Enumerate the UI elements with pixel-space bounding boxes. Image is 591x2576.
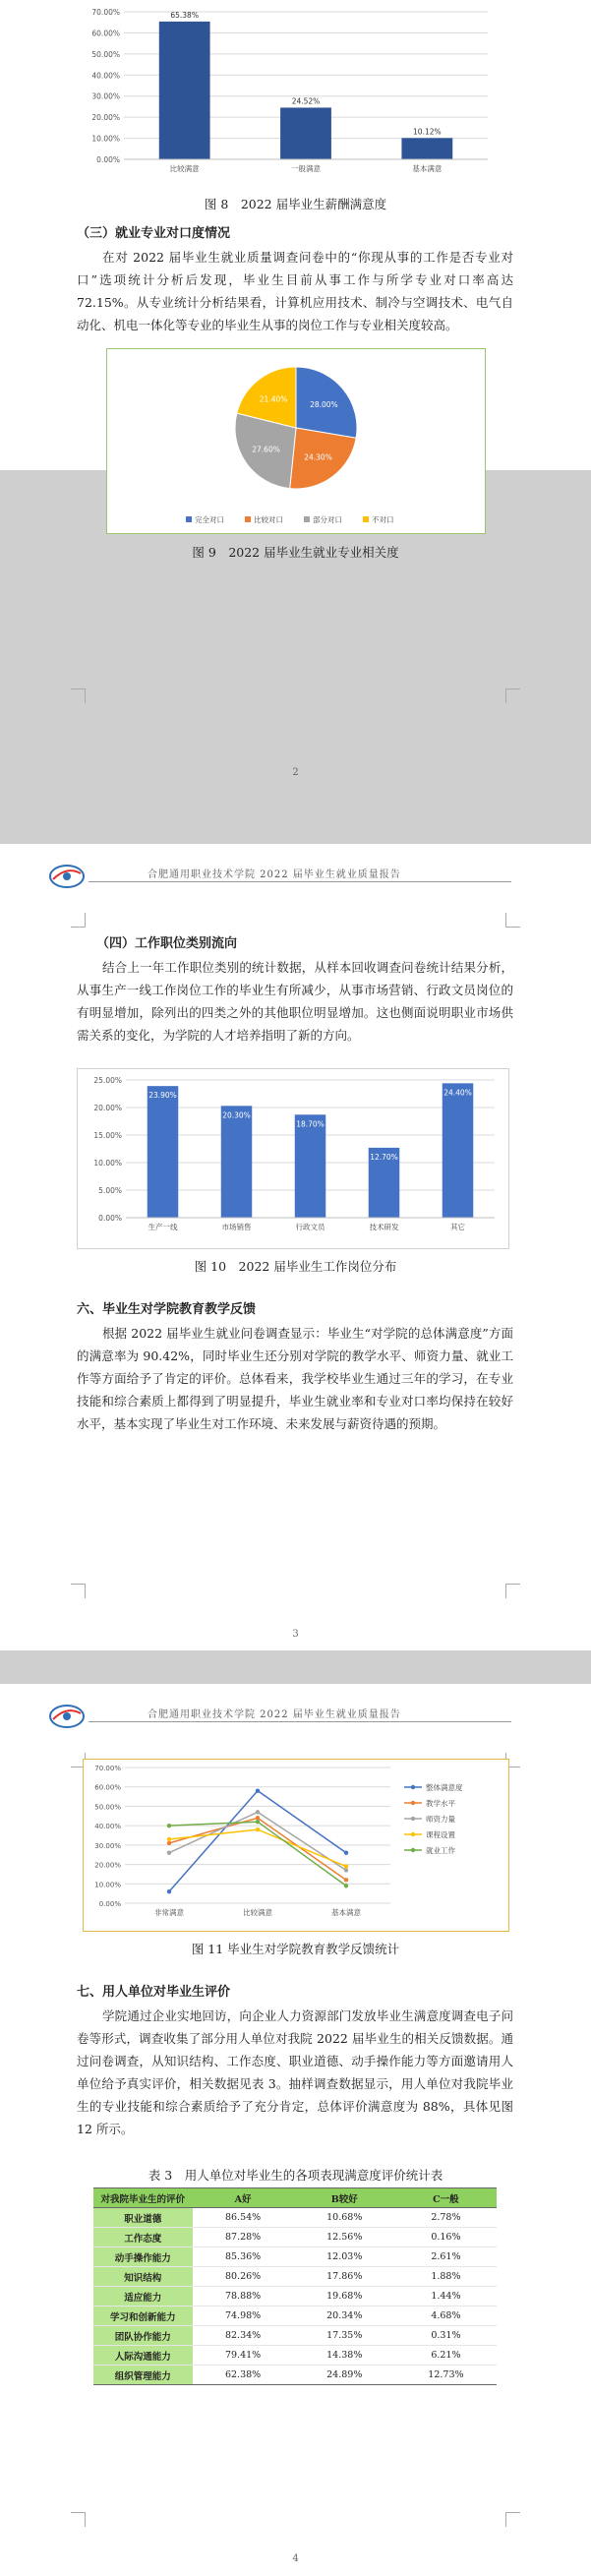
corner-mark [505, 913, 520, 928]
table3-caption: 表 3 用人单位对毕业生的各项表现满意度评价统计表 [148, 2168, 443, 2183]
data-label: 18.70% [296, 1119, 325, 1129]
y-tick-label: 0.00% [98, 1214, 122, 1223]
section-title: （四）工作职位类别流向 [96, 936, 238, 951]
fig9-svg [107, 349, 485, 533]
data-point [256, 1820, 260, 1824]
legend-marker [411, 1832, 415, 1836]
legend-label: 教学水平 [426, 1799, 455, 1808]
corner-mark [71, 1584, 86, 1598]
table-row [93, 2228, 497, 2247]
table-cell: 20.34% [294, 2306, 395, 2326]
header-text: 合肥通用职业技术学院 2022 届毕业生就业质量报告 [148, 1709, 401, 1720]
table-cell: 62.38% [193, 2366, 294, 2385]
data-label: 24.52% [291, 96, 321, 106]
data-label: 20.30% [222, 1110, 251, 1120]
table-header-cell: B较好 [294, 2188, 395, 2208]
legend-swatch [186, 516, 192, 522]
table-row [93, 2247, 497, 2267]
data-point [344, 1868, 348, 1872]
y-tick-label: 10.00% [93, 1159, 122, 1168]
table-cell: 0.16% [395, 2228, 497, 2247]
bar [280, 107, 331, 159]
table-cell: 团队协作能力 [93, 2326, 193, 2346]
x-tick-label: 非常满意 [154, 1908, 184, 1917]
x-tick-label: 技术研发 [369, 1223, 399, 1231]
y-tick-label: 40.00% [94, 1823, 121, 1831]
data-point [256, 1816, 260, 1820]
paragraph: 根据 2022 届毕业生就业问卷调查显示：毕业生“对学院的总体满意度”方面的满意率为 90.42%，同时毕业生还分别对学院的教学水平、师资力量、就业工作等方面给予了肯定的评价。总体看来，我学校毕业生通过三年的学习，在专业技能和综合素质上都得到了明显提升，毕业生就业率和专业对口率均保持在较好水平，基本实现了毕业生对工作环境、未来发展与薪资待遇的预期。 [77, 1326, 513, 1431]
table-row [93, 2346, 497, 2366]
fig9-chart [106, 348, 486, 534]
table-cell: 87.28% [193, 2228, 294, 2247]
y-tick-label: 60.00% [91, 29, 120, 38]
y-tick-label: 20.00% [91, 113, 120, 123]
corner-mark [505, 2512, 520, 2527]
table-row [93, 2208, 497, 2228]
data-point [167, 1851, 171, 1855]
table-cell: 6.21% [395, 2346, 497, 2366]
table-cell: 动手操作能力 [93, 2247, 193, 2267]
y-tick-label: 60.00% [94, 1783, 121, 1792]
fig8-chart [77, 2, 509, 189]
legend-label: 完全对口 [195, 515, 224, 524]
table-cell: 工作态度 [93, 2228, 193, 2247]
data-point [344, 1851, 348, 1855]
table-cell: 12.73% [395, 2366, 497, 2385]
corner-mark [505, 689, 520, 703]
table-cell: 2.61% [395, 2247, 497, 2267]
y-tick-label: 70.00% [91, 8, 120, 17]
y-tick-label: 0.00% [98, 1900, 121, 1908]
corner-mark [71, 913, 86, 928]
page-header [0, 844, 591, 903]
fig11-chart [83, 1759, 509, 1932]
data-label: 10.12% [413, 127, 442, 137]
fig8-caption: 图 8 2022 届毕业生薪酬满意度 [204, 197, 387, 211]
x-tick-label: 比较满意 [243, 1908, 272, 1917]
y-tick-label: 50.00% [91, 49, 120, 59]
table-cell: 1.88% [395, 2267, 497, 2287]
fig8-svg [77, 2, 509, 189]
table-cell: 1.44% [395, 2287, 497, 2306]
table-cell: 学习和创新能力 [93, 2306, 193, 2326]
table-cell: 17.86% [294, 2267, 395, 2287]
table3 [93, 2187, 497, 2385]
x-tick-label: 市场销售 [221, 1223, 252, 1231]
table-cell: 79.41% [193, 2346, 294, 2366]
y-tick-label: 10.00% [91, 134, 120, 144]
paragraph: 学院通过企业实地回访，向企业人力资源部门发放毕业生满意度调查电子问卷等形式，调查收集了部分用人单位对我院 2022 届毕业生的相关反馈数据。通过问卷调查，从知识结构、工作态度、职业道德、动手操作能力等方面邀请用人单位给予真实评价，相关数据见表 3。抽样调查数据显示，用人单位对我院毕业生的专业技能和综合素质给予了充分肯定，总体评价满意度为 88%，具体见图 12 所示。 [77, 2008, 513, 2136]
section-title: 六、毕业生对学院教育教学反馈 [77, 1302, 257, 1317]
paragraph: 在对 2022 届毕业生就业质量调查问卷中的“你现从事的工作是否专业对口”选项统计分析后发现，毕业生目前从事工作与所学专业对口率高达 72.15%。从专业统计分析结果看，计算机应用技术、制冷与空调技术、电气自动化、机电一体化等专业的毕业生从事的岗位工作与专业相关度较高。 [77, 250, 513, 332]
table-cell: 19.68% [294, 2287, 395, 2306]
legend-label: 就业工作 [426, 1846, 455, 1855]
table-cell: 适应能力 [93, 2287, 193, 2306]
data-point [256, 1788, 260, 1792]
legend-marker [411, 1848, 415, 1852]
legend-marker [411, 1817, 415, 1821]
table-cell: 24.89% [294, 2366, 395, 2385]
data-label: 24.40% [443, 1088, 472, 1098]
table-row [93, 2306, 497, 2326]
bar [148, 1086, 179, 1218]
table-cell: 人际沟通能力 [93, 2346, 193, 2366]
y-tick-label: 30.00% [94, 1841, 121, 1850]
table-cell: 85.36% [193, 2247, 294, 2267]
x-tick-label: 生产一线 [148, 1223, 178, 1231]
table-cell: 12.03% [294, 2247, 395, 2267]
table-cell: 82.34% [193, 2326, 294, 2346]
fig10-chart [77, 1068, 509, 1249]
fig11-caption: 图 11 毕业生对学院教育教学反馈统计 [191, 1942, 400, 1956]
table-cell: 10.68% [294, 2208, 395, 2228]
y-tick-label: 30.00% [91, 91, 120, 101]
fig11-svg [84, 1760, 508, 1931]
y-tick-label: 20.00% [93, 1104, 122, 1112]
table-cell: 2.78% [395, 2208, 497, 2228]
data-label: 65.38% [170, 10, 199, 20]
bar [443, 1083, 474, 1218]
x-tick-label: 基本满意 [331, 1908, 361, 1917]
data-label: 28.00% [310, 399, 338, 409]
data-point [167, 1889, 171, 1893]
table-cell: 职业道德 [93, 2208, 193, 2228]
data-label: 21.40% [259, 394, 288, 404]
data-point [167, 1824, 171, 1827]
data-label: 24.30% [304, 452, 332, 462]
fig9-caption: 图 9 2022 届毕业生就业专业相关度 [192, 545, 399, 560]
corner-mark [505, 1584, 520, 1598]
paragraph: 结合上一年工作职位类别的统计数据，从样本回收调查问卷统计结果分析，从事生产一线工作岗位工作的毕业生有所减少，从事市场营销、行政文员岗位的有明显增加，除列出的四类之外的其他职位明显增加。这也侧面说明职业市场供需关系的变化，为学院的人才培养指明了新的方向。 [77, 960, 513, 1043]
legend-swatch [363, 516, 369, 522]
header-rule [89, 881, 511, 882]
page-number: 3 [292, 1629, 299, 1640]
fig10-svg [77, 1068, 509, 1249]
y-tick-label: 5.00% [98, 1186, 122, 1195]
table-cell: 74.98% [193, 2306, 294, 2326]
data-point [344, 1884, 348, 1887]
fig10-caption: 图 10 2022 届毕业生工作岗位分布 [194, 1259, 397, 1274]
table-cell: 86.54% [193, 2208, 294, 2228]
table-row [93, 2287, 497, 2306]
table-cell: 17.35% [294, 2326, 395, 2346]
table-row [93, 2326, 497, 2346]
data-point [167, 1841, 171, 1845]
legend-marker [411, 1785, 415, 1789]
y-tick-label: 25.00% [93, 1076, 122, 1085]
table-cell: 0.31% [395, 2326, 497, 2346]
header-rule [89, 1721, 511, 1722]
x-tick-label: 比较满意 [169, 164, 200, 173]
bar [221, 1106, 253, 1218]
table-header-cell: 对我院毕业生的评价 [93, 2188, 193, 2208]
data-point [256, 1827, 260, 1831]
college-logo-icon [47, 862, 87, 891]
bar [159, 22, 210, 159]
data-point [344, 1864, 348, 1868]
y-tick-label: 10.00% [94, 1881, 121, 1889]
series-line [169, 1818, 346, 1880]
y-tick-label: 15.00% [93, 1131, 122, 1140]
page-number: 4 [292, 2553, 299, 2564]
legend-label: 整体满意度 [426, 1783, 463, 1792]
corner-mark [71, 2512, 86, 2527]
legend-label: 师资力量 [426, 1815, 455, 1824]
y-tick-label: 20.00% [94, 1861, 121, 1870]
table-cell: 4.68% [395, 2306, 497, 2326]
page-header [0, 1684, 591, 1743]
table-header-row [93, 2188, 497, 2208]
table-cell: 知识结构 [93, 2267, 193, 2287]
legend-label: 不对口 [372, 515, 394, 524]
page-2 [0, 0, 591, 778]
legend-label: 部分对口 [313, 515, 342, 524]
x-tick-label: 行政文员 [295, 1223, 325, 1231]
table-cell: 78.88% [193, 2287, 294, 2306]
data-point [256, 1810, 260, 1814]
college-logo-icon [47, 1702, 87, 1731]
legend-label: 比较对口 [254, 515, 283, 524]
bar [295, 1114, 326, 1218]
y-tick-label: 0.00% [96, 155, 120, 164]
data-point [344, 1878, 348, 1882]
y-tick-label: 70.00% [94, 1765, 121, 1772]
header-text: 合肥通用职业技术学院 2022 届毕业生就业质量报告 [148, 869, 401, 880]
bar [401, 138, 452, 159]
page-number: 2 [292, 767, 299, 778]
page-4 [0, 1684, 591, 2576]
x-tick-label: 一般满意 [291, 164, 321, 173]
table-header-cell: A好 [193, 2188, 294, 2208]
legend-marker [411, 1801, 415, 1805]
x-tick-label: 基本满意 [412, 164, 443, 173]
legend-swatch [304, 516, 310, 522]
data-label: 23.90% [148, 1091, 177, 1101]
section-title: （三）就业专业对口度情况 [77, 226, 231, 241]
table-row [93, 2267, 497, 2287]
x-tick-label: 其它 [450, 1223, 465, 1231]
page-3 [0, 844, 591, 1650]
data-label: 12.70% [370, 1152, 398, 1162]
legend-swatch [245, 516, 251, 522]
section-title: 七、用人单位对毕业生评价 [77, 1985, 231, 2000]
table-header-cell: C一般 [395, 2188, 497, 2208]
legend-label: 课程设置 [426, 1830, 455, 1839]
table-row [93, 2366, 497, 2385]
data-label: 27.60% [252, 445, 280, 454]
y-tick-label: 50.00% [94, 1803, 121, 1812]
data-point [167, 1837, 171, 1841]
table-cell: 80.26% [193, 2267, 294, 2287]
table-cell: 12.56% [294, 2228, 395, 2247]
table-cell: 14.38% [294, 2346, 395, 2366]
corner-mark [71, 689, 86, 703]
y-tick-label: 40.00% [91, 71, 120, 81]
table-cell: 组织管理能力 [93, 2366, 193, 2385]
